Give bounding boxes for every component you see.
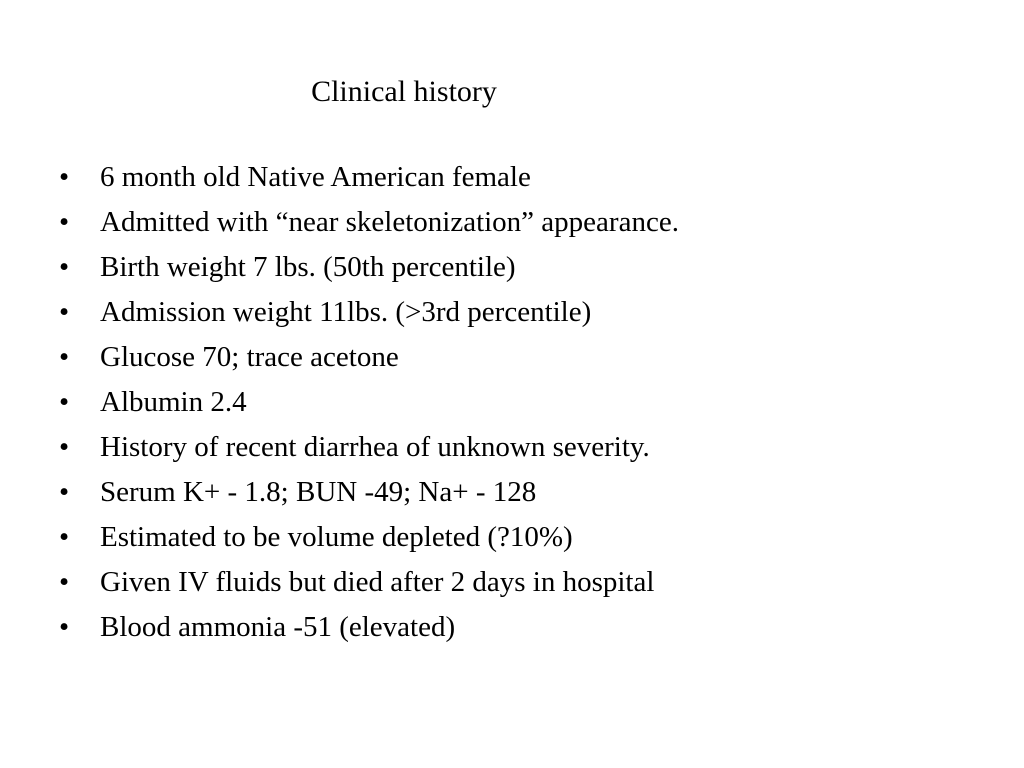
bullet-icon: •: [59, 341, 70, 373]
bullet-text: 6 month old Native American female: [100, 161, 531, 193]
bullet-icon: •: [59, 161, 70, 193]
bullet-list: [0, 155, 1000, 650]
bullet-icon: •: [59, 431, 70, 463]
bullet-icon: •: [59, 521, 70, 553]
bullet-text: History of recent diarrhea of unknown severity.: [100, 431, 650, 463]
bullet-item: [0, 200, 1000, 245]
bullet-item: [0, 290, 1000, 335]
bullet-text: Admission weight 11lbs. (>3rd percentile): [100, 296, 592, 328]
bullet-text: Estimated to be volume depleted (?10%): [100, 521, 573, 553]
bullet-text: Serum K+ - 1.8; BUN -49; Na+ - 128: [100, 476, 537, 508]
bullet-text: Given IV fluids but died after 2 days in hospital: [100, 566, 655, 598]
bullet-text: Glucose 70; trace acetone: [100, 341, 399, 373]
bullet-text: Admitted with “near skeletonization” appearance.: [100, 206, 679, 238]
slide-title: Clinical history: [311, 75, 497, 108]
bullet-icon: •: [59, 611, 70, 643]
bullet-icon: •: [59, 386, 70, 418]
bullet-text: Albumin 2.4: [100, 386, 247, 418]
bullet-item: [0, 245, 1000, 290]
bullet-item: [0, 155, 1000, 200]
bullet-text: Blood ammonia -51 (elevated): [100, 611, 456, 643]
bullet-icon: •: [59, 296, 70, 328]
bullet-icon: •: [59, 566, 70, 598]
bullet-item: [0, 560, 1000, 605]
bullet-text: Birth weight 7 lbs. (50th percentile): [100, 251, 516, 283]
bullet-item: [0, 425, 1000, 470]
bullet-icon: •: [59, 206, 70, 238]
bullet-item: [0, 515, 1000, 560]
bullet-item: [0, 335, 1000, 380]
bullet-item: [0, 380, 1000, 425]
bullet-icon: •: [59, 251, 70, 283]
bullet-icon: •: [59, 476, 70, 508]
bullet-item: [0, 470, 1000, 515]
bullet-item: [0, 605, 1000, 650]
